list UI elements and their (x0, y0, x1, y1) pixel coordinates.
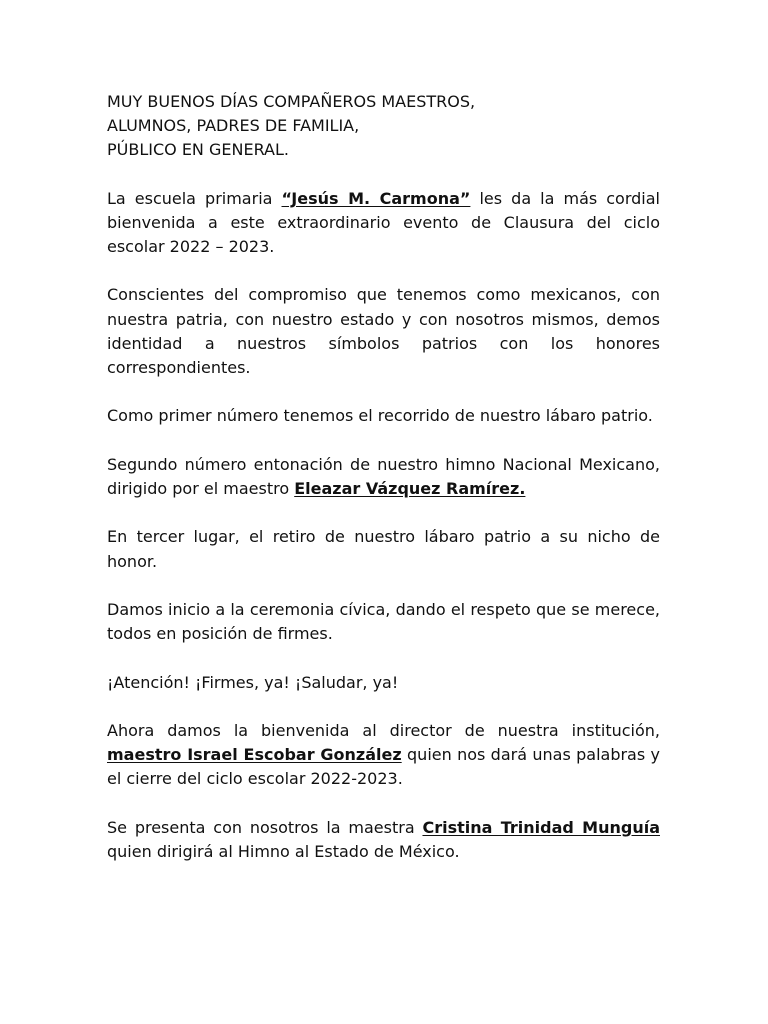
director-name: maestro Israel Escobar González (107, 745, 402, 765)
salutation-line-2: ALUMNOS, PADRES DE FAMILIA, (107, 116, 360, 136)
salutation-line-3: PÚBLICO EN GENERAL. (107, 140, 289, 160)
paragraph-state-anthem (107, 816, 660, 864)
salutation (107, 90, 660, 163)
paragraph-welcome (107, 187, 660, 260)
paragraph-commands: ¡Atención! ¡Firmes, ya! ¡Saludar, ya! (107, 672, 399, 692)
paragraph-director (107, 719, 660, 792)
school-name: “Jesús M. Carmona” (281, 188, 471, 208)
paragraph-second-number (107, 453, 660, 501)
state-anthem-text-before: Se presenta con nosotros la maestra (107, 817, 423, 837)
director-text-after: quien nos dará unas palabras y el cierre del ciclo escolar 2022-2023. (107, 745, 661, 789)
state-anthem-teacher-name: Cristina Trinidad Munguía (422, 817, 660, 837)
anthem-text: Segundo número entonación de nuestro himno Nacional Mexicano, dirigido por el maestro (107, 454, 660, 498)
document-page (107, 90, 660, 888)
anthem-teacher-name: Eleazar Vázquez Ramírez. (294, 479, 526, 498)
welcome-text-after: les da la más cordial bienvenida a este extraordinario evento de Clausura del ciclo escolar 2022 – 2023. (107, 188, 660, 257)
state-anthem-text-after: quien dirigirá al Himno al Estado de México. (107, 841, 460, 861)
paragraph-third-number: En tercer lugar, el retiro de nuestro lábaro patrio a su nicho de honor. (107, 527, 660, 571)
paragraph-patriotic-symbols: Conscientes del compromiso que tenemos como mexicanos, con nuestra patria, con nuestro estado y con nosotros mismos, demos identidad a nuestros símbolos patrios con los honores correspondientes. (107, 285, 660, 378)
welcome-text-before: La escuela primaria (107, 188, 282, 208)
salutation-line-1: MUY BUENOS DÍAS COMPAÑEROS MAESTROS, (107, 92, 476, 111)
paragraph-ceremony-start: Damos inicio a la ceremonia cívica, dando el respeto que se merece, todos en posición de firmes. (107, 599, 660, 644)
director-text-before: Ahora damos la bienvenida al director de nuestra institución, (107, 720, 660, 740)
paragraph-first-number: Como primer número tenemos el recorrido de nuestro lábaro patrio. (107, 406, 653, 426)
